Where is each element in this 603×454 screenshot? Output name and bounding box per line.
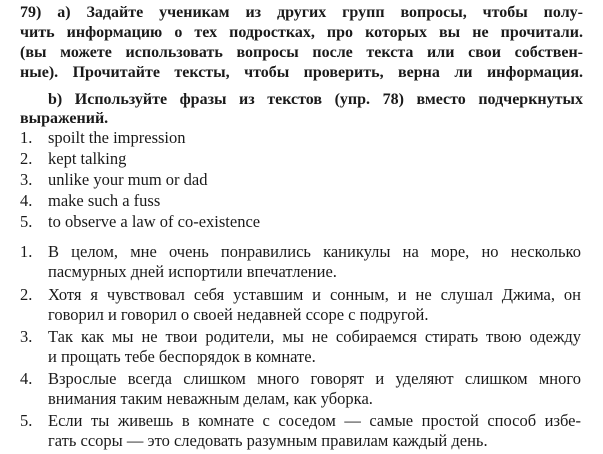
- sentence-line: гать ссоры — это следовать разумным правилам каждый день.: [48, 431, 488, 450]
- sentence-line: Так как мы не твои родители, мы не собираемся стирать твою одежду: [48, 327, 581, 346]
- phrase-text: kept talking: [48, 149, 127, 168]
- phrase-number: 3.: [20, 170, 33, 189]
- phrase-number: 4.: [20, 191, 33, 210]
- sentence-number: 3.: [20, 327, 33, 346]
- task-b-line-2: выражений.: [20, 110, 109, 127]
- sentence-line: и прощать тебе беспорядок в комнате.: [48, 347, 316, 366]
- sentence-line: пасмурных дней испортили впечатление.: [48, 262, 337, 281]
- sentence-number: 2.: [20, 285, 33, 304]
- task-b-line-1: b) Используйте фразы из текстов (упр. 78) вместо подчеркнутых: [48, 91, 583, 108]
- phrase-number: 2.: [20, 149, 33, 168]
- task-a-line-3: (вы можете использовать вопросы после текста или свои собствен-: [20, 44, 583, 61]
- sentence-line: говорил и говорил о своей недавней ссоре с подругой.: [48, 305, 429, 324]
- sentence-number: 4.: [20, 369, 33, 388]
- sentence-number: 1.: [20, 242, 33, 261]
- phrase-text: spoilt the impression: [48, 128, 186, 147]
- task-a-line-1: 79) a) Задайте ученикам из других групп вопросы, чтобы полу-: [20, 4, 583, 21]
- sentence-line: внимания таким неважным делам, как уборка.: [48, 389, 373, 408]
- sentence-line: Если ты живешь в комнате с соседом — самые простой способ избе-: [48, 411, 581, 430]
- task-a-line-2: чить информацию о тех подростках, про которых вы не прочитали.: [20, 24, 583, 41]
- phrase-number: 5.: [20, 212, 33, 231]
- sentence-line: В целом, мне очень понравились каникулы на море, но несколько: [48, 242, 581, 261]
- task-a-line-4: ные). Прочитайте тексты, чтобы проверить, верна ли информация.: [20, 64, 583, 81]
- sentence-number: 5.: [20, 411, 33, 430]
- phrase-text: make such a fuss: [48, 191, 161, 210]
- sentence-line: Хотя я чувствовал себя уставшим и сонным, и не слушал Джима, он: [48, 285, 581, 304]
- phrase-text: to observe a law of co-existence: [48, 212, 261, 231]
- phrase-number: 1.: [20, 128, 33, 147]
- sentence-line: Взрослые всегда слишком много говорят и уделяют слишком много: [48, 369, 581, 388]
- phrase-text: unlike your mum or dad: [48, 170, 208, 189]
